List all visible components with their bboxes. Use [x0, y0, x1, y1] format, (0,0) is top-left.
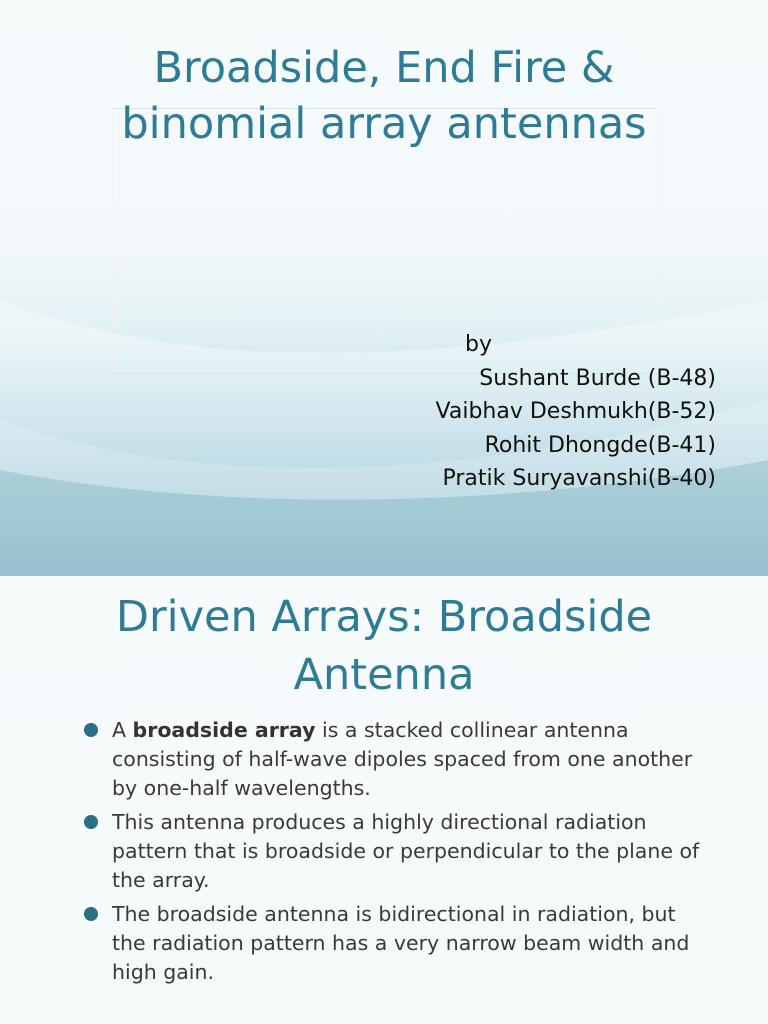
author-1: Sushant Burde (B-48) [479, 365, 716, 391]
bullet-bold-term: broadside array [132, 718, 316, 742]
slide-title-line-1: Driven Arrays: Broadside [115, 592, 653, 642]
title-line-1: Broadside, End Fire & [153, 43, 615, 93]
author-4: Pratik Suryavanshi(B-40) [442, 466, 716, 491]
presentation-title [40, 40, 728, 152]
by-label: by [465, 332, 492, 357]
list-item [84, 808, 714, 895]
slide-title [40, 588, 728, 704]
list-item [84, 900, 714, 987]
bullet-text: This antenna produces a highly directional radiation pattern that is broadside or perpendicular to the plane of the array. [112, 810, 700, 892]
bullet-text: is a stacked collinear antenna consisting of half-wave dipoles spaced from one another by one-half wavelengths. [112, 718, 693, 800]
bullet-dot-icon [84, 907, 98, 921]
author-block [300, 328, 716, 496]
author-3: Rohit Dhongde(B-41) [484, 432, 716, 458]
bullet-dot-icon [84, 815, 98, 829]
bullet-dot-icon [84, 723, 98, 737]
title-line-2: binomial array antennas [121, 99, 647, 149]
bullet-text: The broadside antenna is bidirectional in radiation, but the radiation pattern has a very narrow beam width and high gain. [112, 902, 690, 984]
slide-title-line-2: Antenna [293, 650, 475, 700]
content-slide [0, 576, 768, 1024]
bullet-list [84, 716, 714, 992]
bullet-prefix: A [112, 718, 133, 742]
author-2: Vaibhav Deshmukh(B-52) [435, 399, 716, 424]
list-item [84, 716, 714, 803]
